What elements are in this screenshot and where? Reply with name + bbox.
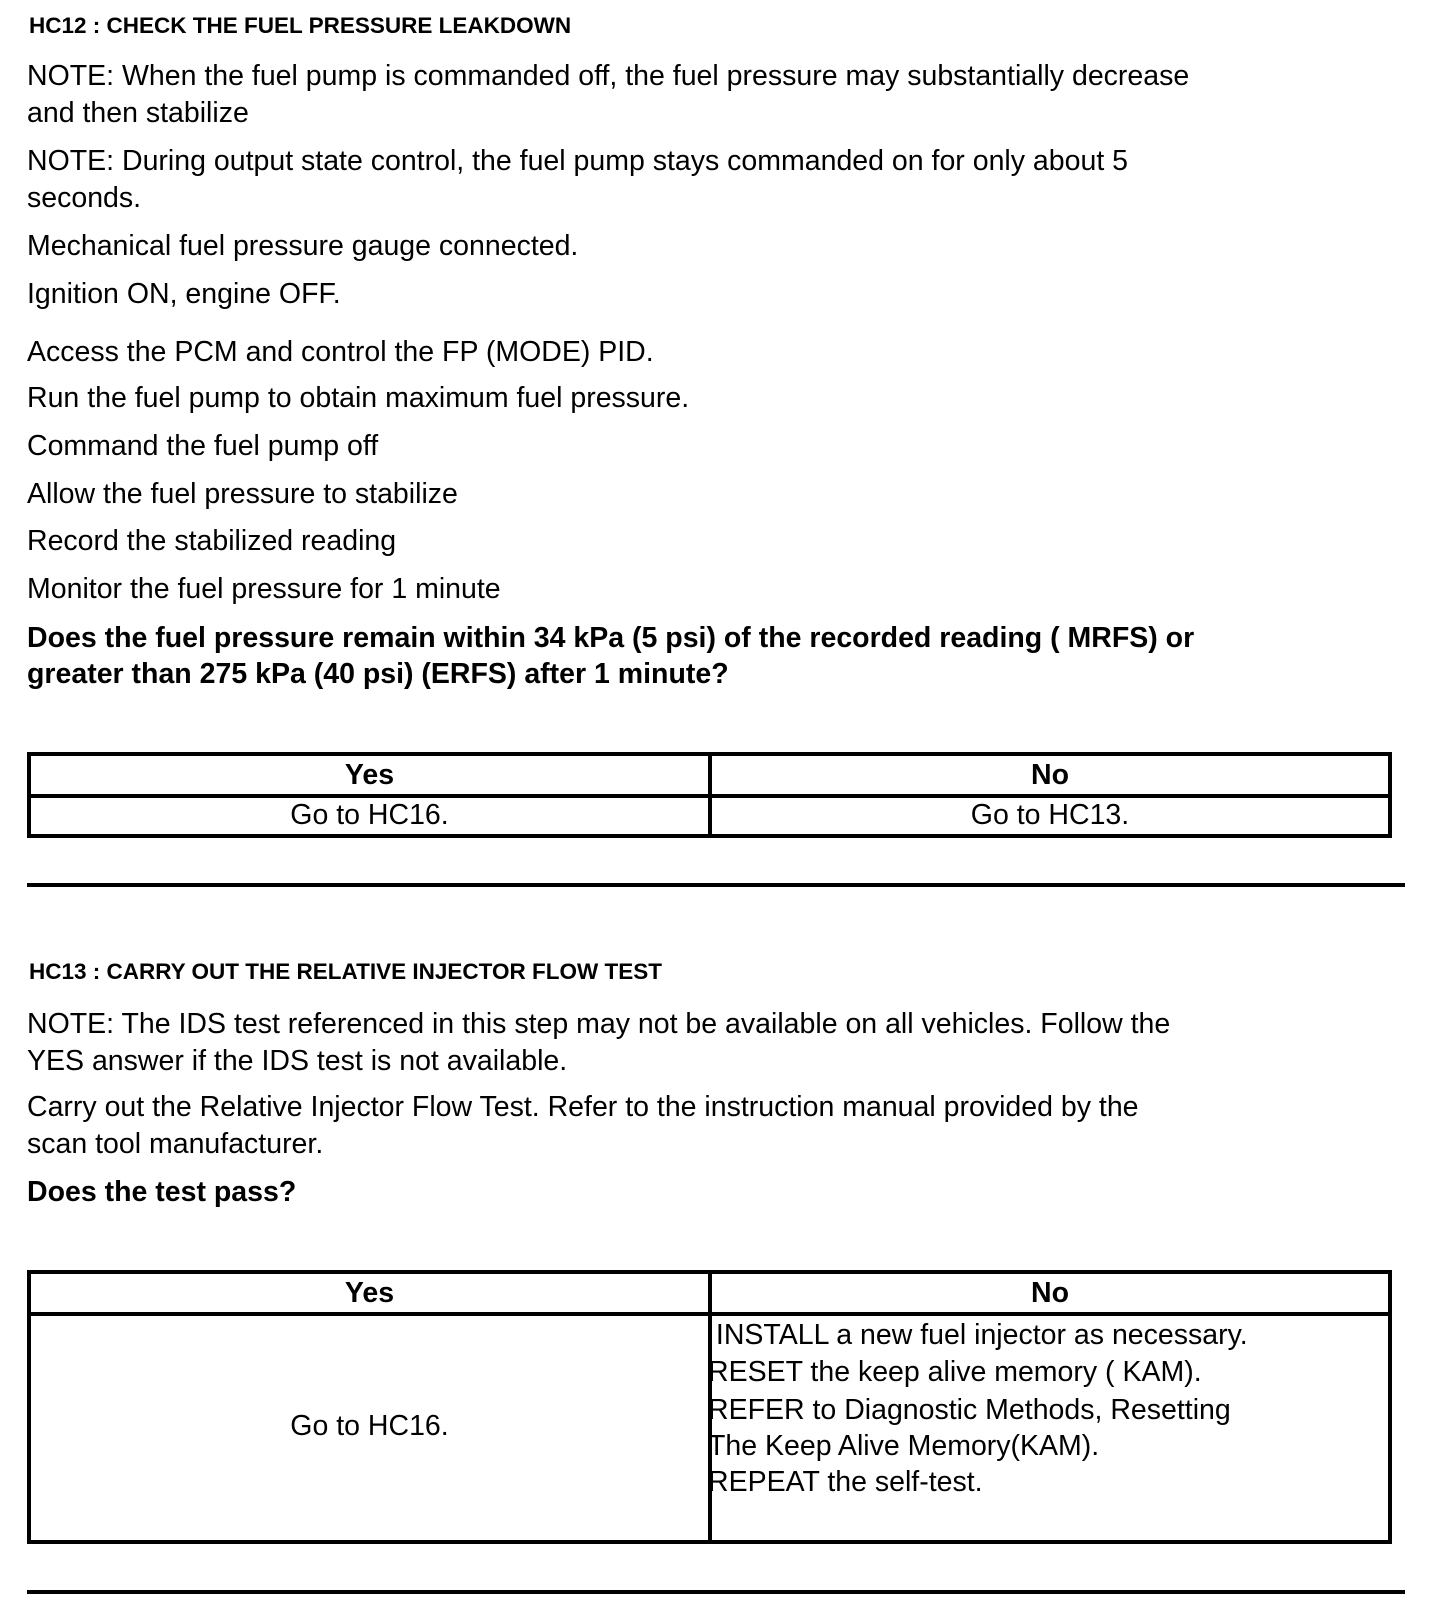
section-divider	[27, 883, 1405, 887]
step-line: Record the stabilized reading	[27, 525, 397, 557]
section-divider	[27, 1590, 1405, 1594]
note-line: NOTE: The IDS test referenced in this step may not be available on all vehicles. Follow the	[27, 1008, 1171, 1040]
step-line: Access the PCM and control the FP (MODE) PID.	[27, 336, 654, 368]
hc12-answer-table	[27, 752, 1392, 838]
note-line: NOTE: When the fuel pump is commanded off, the fuel pressure may substantially decrease	[27, 60, 1190, 92]
question-line: Does the fuel pressure remain within 34 kPa (5 psi) of the recorded reading ( MRFS) or	[27, 622, 1195, 654]
no-cell-line: REPEAT the self-test.	[708, 1466, 983, 1498]
step-line: Command the fuel pump off	[27, 430, 379, 462]
no-cell-line: REFER to Diagnostic Methods, Resetting	[708, 1394, 1231, 1426]
yes-cell: Go to HC16.	[290, 799, 449, 831]
note-line: seconds.	[27, 182, 142, 214]
no-cell-line: The Keep Alive Memory(KAM).	[708, 1430, 1100, 1462]
hc13-heading: HC13 : CARRY OUT THE RELATIVE INJECTOR FLOW TEST	[29, 959, 662, 984]
step-line: Run the fuel pump to obtain maximum fuel pressure.	[27, 382, 690, 414]
step-line: Carry out the Relative Injector Flow Test. Refer to the instruction manual provided by the	[27, 1091, 1139, 1123]
note-line: and then stabilize	[27, 97, 249, 129]
note-line: NOTE: During output state control, the fuel pump stays commanded on for only about 5	[27, 145, 1129, 177]
yes-header: Yes	[344, 1277, 395, 1309]
no-cell-line: RESET the keep alive memory ( KAM).	[708, 1356, 1202, 1388]
no-cell: Go to HC13.	[970, 799, 1130, 831]
yes-cell: Go to HC16.	[290, 1410, 449, 1442]
row-divider	[31, 1312, 1388, 1316]
hc12-heading: HC12 : CHECK THE FUEL PRESSURE LEAKDOWN	[29, 13, 572, 38]
no-header: No	[1031, 1277, 1069, 1309]
note-line: YES answer if the IDS test is not available.	[27, 1045, 568, 1077]
step-line: Ignition ON, engine OFF.	[27, 278, 341, 310]
step-line: Mechanical fuel pressure gauge connected.	[27, 230, 579, 262]
step-line: scan tool manufacturer.	[27, 1128, 324, 1160]
yes-header: Yes	[344, 759, 395, 791]
no-header: No	[1031, 759, 1069, 791]
question-line: Does the test pass?	[27, 1176, 297, 1208]
no-cell-line: INSTALL a new fuel injector as necessary.	[708, 1319, 1248, 1351]
question-line: greater than 275 kPa (40 psi) (ERFS) after 1 minute?	[27, 658, 729, 690]
step-line: Allow the fuel pressure to stabilize	[27, 478, 458, 510]
step-line: Monitor the fuel pressure for 1 minute	[27, 573, 501, 605]
